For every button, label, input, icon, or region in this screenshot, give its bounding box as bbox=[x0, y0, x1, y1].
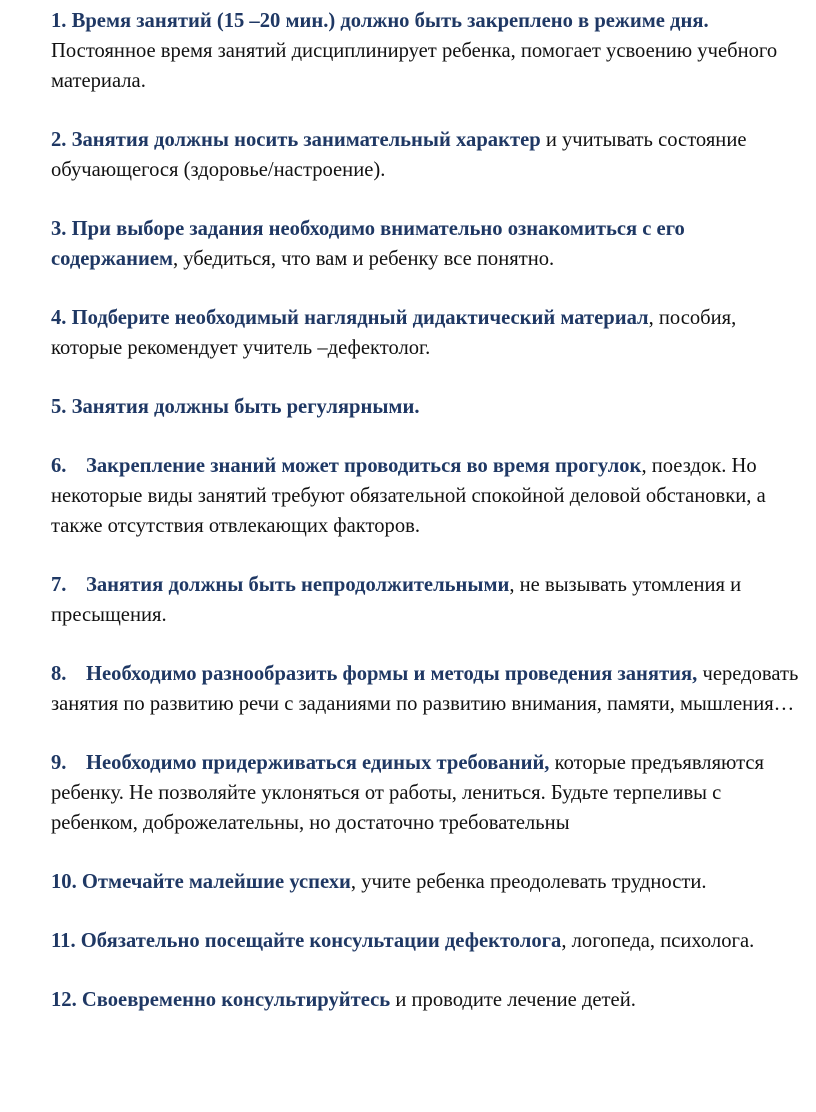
item-emphasis: Обязательно посещайте консультации дефектолога bbox=[80, 930, 562, 952]
item-emphasis: Подберите необходимый наглядный дидактический материал bbox=[71, 307, 649, 329]
item-emphasis: Необходимо разнообразить формы и методы проведения занятия, bbox=[86, 663, 698, 685]
item-number: 8. bbox=[51, 663, 67, 685]
list-item bbox=[51, 6, 801, 96]
list-item bbox=[51, 659, 801, 719]
item-text: чередовать занятия по развитию речи с заданиями по развитию внимания, памяти, мышления… bbox=[51, 663, 799, 715]
item-text: , пособия, которые рекомендует учитель –дефектолог. bbox=[51, 307, 737, 359]
item-emphasis: Своевременно консультируйтесь bbox=[81, 989, 391, 1011]
item-emphasis: Отмечайте малейшие успехи bbox=[81, 871, 351, 893]
item-text: Постоянное время занятий дисциплинирует ребенка, помогает усвоению учебного материала. bbox=[51, 40, 778, 92]
item-text: , учите ребенка преодолевать трудности. bbox=[350, 871, 707, 893]
item-number: 9. bbox=[51, 752, 67, 774]
list-item bbox=[51, 303, 801, 363]
item-emphasis: Занятия должны носить занимательный характер bbox=[71, 129, 541, 151]
item-number: 6. bbox=[51, 455, 67, 477]
item-number: 3. bbox=[51, 218, 67, 240]
list-item bbox=[51, 748, 801, 838]
list-item bbox=[51, 214, 801, 274]
item-text: которые предъявляются ребенку. Не позволяйте уклоняться от работы, лениться. Будьте терпеливы с ребенком, доброжелательны, но достаточно требовательны bbox=[51, 752, 765, 834]
item-emphasis: Занятия должны быть регулярными. bbox=[71, 396, 420, 418]
item-text: , логопеда, психолога. bbox=[561, 930, 755, 952]
item-emphasis: При выборе задания необходимо внимательно ознакомиться с его содержанием bbox=[51, 218, 685, 270]
item-emphasis: Необходимо придерживаться единых требований, bbox=[86, 752, 550, 774]
list-item bbox=[51, 985, 801, 1015]
item-number: 11. bbox=[51, 930, 76, 952]
item-number: 1. bbox=[51, 10, 67, 32]
item-number: 2. bbox=[51, 129, 67, 151]
list-item bbox=[51, 867, 801, 897]
item-emphasis: Время занятий (15 –20 мин.) должно быть закреплено в режиме дня. bbox=[71, 10, 709, 32]
item-text: , убедиться, что вам и ребенку все понятно. bbox=[172, 248, 555, 270]
item-text: , не вызывать утомления и пресыщения. bbox=[51, 574, 742, 626]
item-number: 4. bbox=[51, 307, 67, 329]
list-item bbox=[51, 451, 801, 541]
item-emphasis: Закрепление знаний может проводиться во время прогулок bbox=[86, 455, 642, 477]
item-text: и учитывать состояние обучающегося (здоровье/настроение). bbox=[51, 129, 747, 181]
recommendations-document bbox=[51, 6, 801, 1015]
item-number: 5. bbox=[51, 396, 67, 418]
list-item bbox=[51, 392, 801, 422]
list-item bbox=[51, 926, 801, 956]
list-item bbox=[51, 125, 801, 185]
list-item bbox=[51, 570, 801, 630]
item-number: 12. bbox=[51, 989, 77, 1011]
item-text: и проводите лечение детей. bbox=[390, 989, 636, 1011]
item-number: 10. bbox=[51, 871, 77, 893]
item-text: , поездок. Но некоторые виды занятий требуют обязательной спокойной деловой обстановки, а также отсутствия отвлекающих факторов. bbox=[51, 455, 766, 537]
item-emphasis: Занятия должны быть непродолжительными bbox=[86, 574, 510, 596]
item-number: 7. bbox=[51, 574, 67, 596]
